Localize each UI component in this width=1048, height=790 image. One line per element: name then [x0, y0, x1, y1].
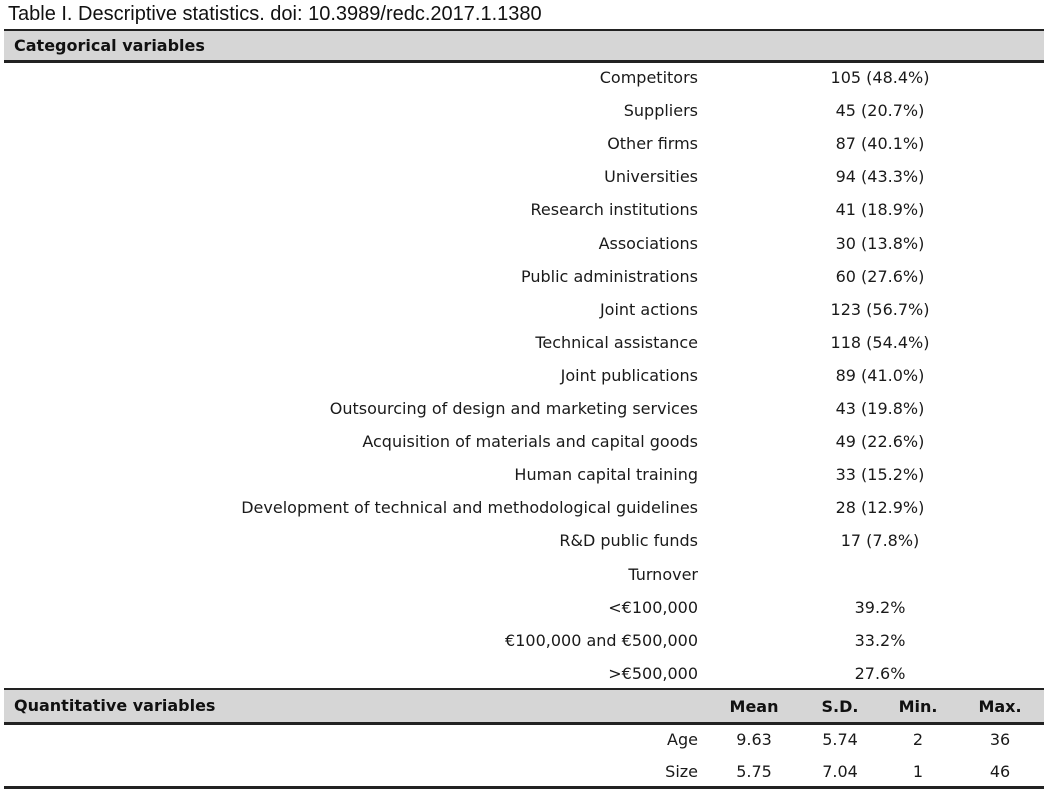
- row-label: Research institutions: [530, 200, 698, 220]
- quant-row: [4, 724, 1044, 756]
- table-row: [4, 160, 1044, 193]
- row-value: 105 (48.4%): [830, 68, 930, 87]
- row-label: Suppliers: [623, 101, 698, 121]
- row-value: 39.2%: [854, 597, 906, 617]
- quantitative-header-label: Quantitative variables: [14, 696, 216, 715]
- row-label: Joint actions: [599, 299, 698, 319]
- row-value: 45 (20.7%): [835, 101, 925, 121]
- table-row: [4, 657, 1044, 690]
- table-row: [4, 227, 1044, 260]
- quant-cell: 1: [912, 762, 924, 781]
- row-label: Associations: [598, 233, 698, 253]
- row-label: Universities: [604, 167, 698, 187]
- row-value: 41 (18.9%): [835, 200, 925, 220]
- quant-cell: 7.04: [822, 762, 858, 781]
- quant-cell: 2: [912, 730, 924, 749]
- table-row: [4, 193, 1044, 226]
- table-row: [4, 425, 1044, 458]
- row-label: Acquisition of materials and capital goods: [362, 432, 698, 452]
- table-row: [4, 624, 1044, 657]
- row-value: 60 (27.6%): [835, 266, 925, 286]
- row-value: 118 (54.4%): [830, 332, 930, 352]
- row-value: 17 (7.8%): [840, 531, 920, 551]
- table-row: [4, 293, 1044, 326]
- row-value: 89 (41.0%): [835, 365, 925, 385]
- table-row: [4, 591, 1044, 624]
- column-header-max: Max.: [978, 697, 1022, 716]
- column-header-min: Min.: [898, 697, 938, 716]
- column-header-sd: S.D.: [821, 697, 859, 716]
- table-row: [4, 359, 1044, 392]
- row-label: Other firms: [607, 134, 698, 154]
- categorical-header: [4, 29, 1044, 63]
- row-label: Competitors: [599, 68, 698, 87]
- quant-cell: 9.63: [736, 730, 772, 749]
- row-value: 123 (56.7%): [830, 299, 930, 319]
- row-value: 49 (22.6%): [835, 432, 925, 452]
- row-value: 33.2%: [854, 630, 906, 650]
- quant-cell: 36: [989, 730, 1011, 749]
- table-row: [4, 458, 1044, 491]
- row-label: Public administrations: [521, 266, 698, 286]
- table-row: [4, 392, 1044, 425]
- table-row: [4, 127, 1044, 160]
- row-label: >€500,000: [608, 663, 698, 683]
- quant-cell: 5.74: [822, 730, 858, 749]
- row-label: <€100,000: [608, 597, 698, 617]
- row-value: 28 (12.9%): [835, 498, 925, 518]
- row-label: R&D public funds: [559, 531, 698, 551]
- table-row: [4, 491, 1044, 524]
- row-label: Technical assistance: [535, 332, 698, 352]
- row-value: 94 (43.3%): [835, 167, 925, 187]
- row-label: Joint publications: [560, 365, 698, 385]
- row-value: 43 (19.8%): [835, 399, 925, 418]
- row-label: Turnover: [628, 564, 698, 584]
- table-row: [4, 558, 1044, 591]
- table-title: Table I. Descriptive statistics. doi: 10.3989/redc.2017.1.1380: [8, 3, 542, 25]
- row-label: €100,000 and €500,000: [505, 630, 698, 650]
- quant-cell: 46: [989, 762, 1011, 781]
- row-value: 33 (15.2%): [835, 465, 925, 485]
- quantitative-header: [4, 688, 1044, 725]
- column-header-mean: Mean: [729, 697, 779, 716]
- table-row: [4, 94, 1044, 127]
- table-row: [4, 61, 1044, 94]
- categorical-header-label: Categorical variables: [14, 36, 205, 55]
- row-label: Human capital training: [514, 465, 698, 485]
- quant-cell: 5.75: [736, 762, 772, 781]
- row-value: 30 (13.8%): [835, 233, 925, 253]
- row-label: Outsourcing of design and marketing services: [329, 399, 698, 418]
- row-value: 87 (40.1%): [835, 134, 925, 154]
- row-value: 27.6%: [854, 663, 906, 683]
- table-row: [4, 326, 1044, 359]
- quant-row-label: Age: [667, 730, 698, 749]
- quant-row-label: Size: [665, 762, 698, 781]
- table-row: [4, 260, 1044, 293]
- table-row: [4, 524, 1044, 557]
- quant-row: [4, 756, 1044, 788]
- bottom-rule: [4, 786, 1044, 789]
- row-label: Development of technical and methodological guidelines: [241, 498, 698, 518]
